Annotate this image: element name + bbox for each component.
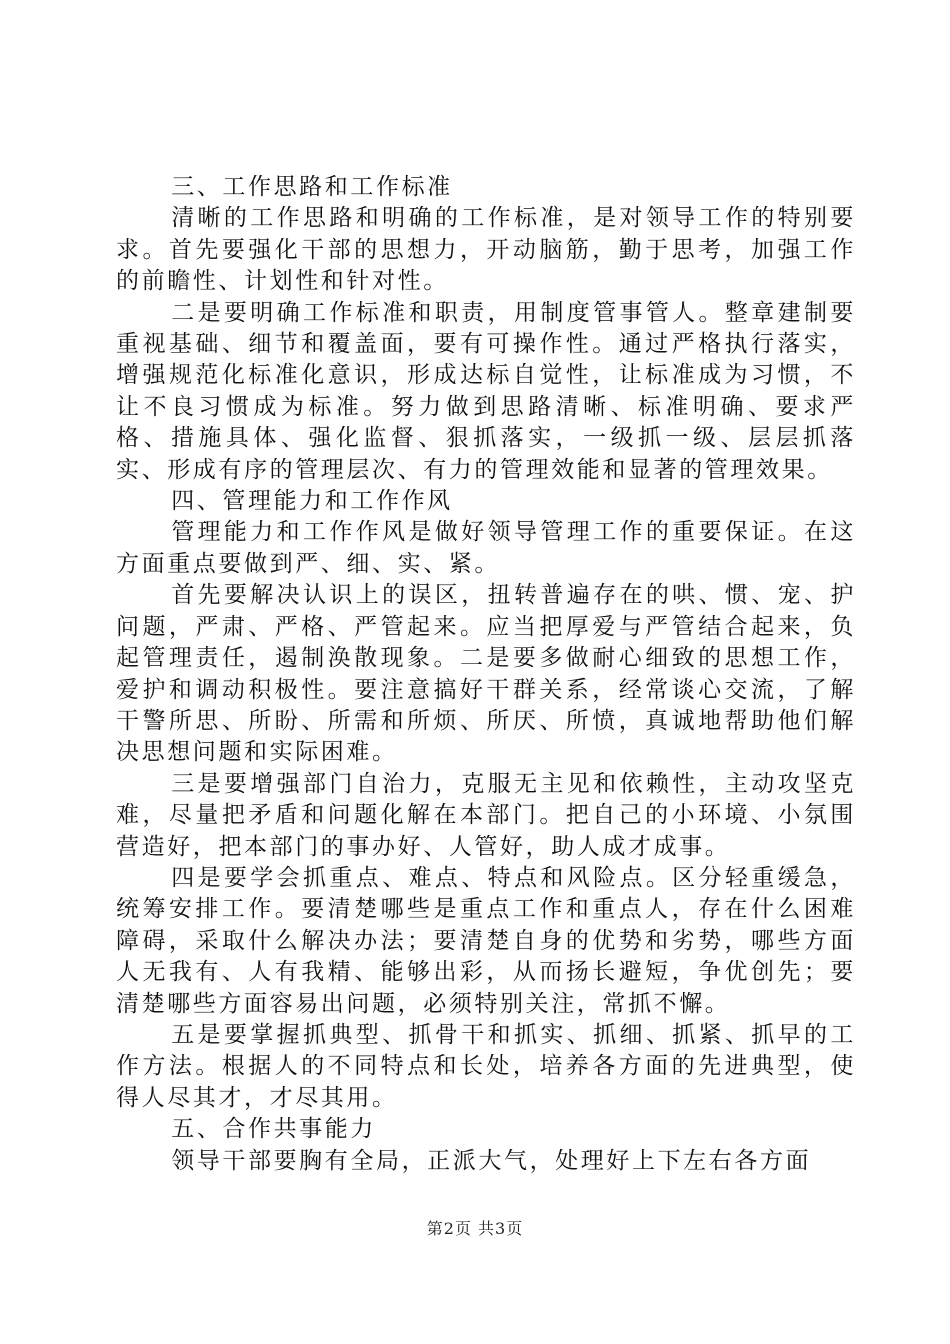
document-body — [116, 172, 856, 1177]
paragraph: 首先要解决认识上的误区，扭转普遍存在的哄、惯、宠、护问题，严肃、严格、严管起来。应当把厚爱与严管结合起来，负起管理责任，遏制涣散现象。二是要多做耐心细致的思想工作，爱护和调动积极性。要注意搞好干群关系，经常谈心交流，了解干警所思、所盼、所需和所烦、所厌、所愤，真诚地帮助他们解决思想问题和实际困难。 — [116, 582, 856, 766]
paragraph: 二是要明确工作标准和职责，用制度管事管人。整章建制要重视基础、细节和覆盖面，要有可操作性。通过严格执行落实，增强规范化标准化意识，形成达标自觉性，让标准成为习惯，不让不良习惯成为标准。努力做到思路清晰、标准明确、要求严格、措施具体、强化监督、狠抓落实，一级抓一级、层层抓落实、形成有序的管理层次、有力的管理效能和显著的管理效果。 — [116, 299, 856, 483]
section-heading-3: 三、工作思路和工作标准 — [171, 174, 453, 200]
paragraph: 三是要增强部门自治力，克服无主见和依赖性，主动攻坚克难，尽量把矛盾和问题化解在本部门。把自己的小环境、小氛围营造好，把本部门的事办好、人管好，助人成才成事。 — [116, 770, 856, 860]
paragraph: 五是要掌握抓典型、抓骨干和抓实、抓细、抓紧、抓早的工作方法。根据人的不同特点和长处，培养各方面的先进典型，使得人尽其才，才尽其用。 — [116, 1021, 856, 1111]
paragraph: 管理能力和工作作风是做好领导管理工作的重要保证。在这方面重点要做到严、细、实、紧。 — [116, 519, 856, 577]
paragraph: 领导干部要胸有全局，正派大气，处理好上下左右各方面 — [171, 1147, 812, 1174]
paragraph: 清晰的工作思路和明确的工作标准，是对领导工作的特别要求。首先要强化干部的思想力，开动脑筋，勤于思考，加强工作的前瞻性、计划性和针对性。 — [116, 205, 856, 295]
section-heading-4: 四、管理能力和工作作风 — [171, 488, 453, 515]
page-footer: 第2页 共3页 — [426, 1219, 524, 1238]
paragraph: 四是要学会抓重点、难点、特点和风险点。区分轻重缓急，统筹安排工作。要清楚哪些是重点工作和重点人，存在什么困难障碍，采取什么解决办法；要清楚自身的优势和劣势，哪些方面人无我有、人有我精、能够出彩，从而扬长避短，争优创先；要清楚哪些方面容易出问题，必须特别关注，常抓不懈。 — [116, 864, 856, 1017]
section-heading-5: 五、合作共事能力 — [171, 1116, 376, 1143]
